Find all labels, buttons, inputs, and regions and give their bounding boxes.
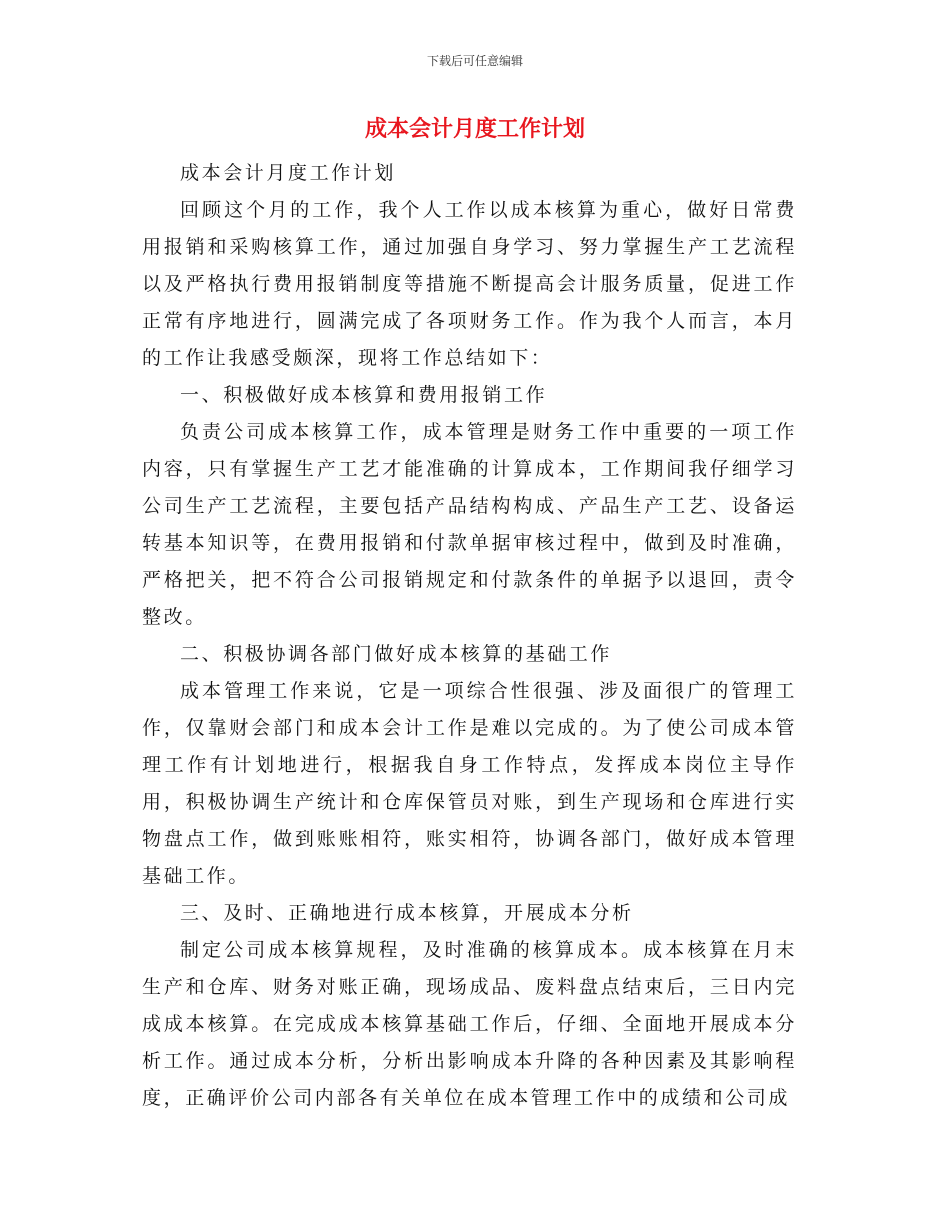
section-heading-3: 三、及时、正确地进行成本核算，开展成本分析: [180, 902, 634, 924]
paragraph-subtitle: 成本会计月度工作计划: [180, 162, 397, 184]
paragraph-section-3: 制定公司成本核算规程，及时准确的核算成本。成本核算在月末生产和仓库、财务对账正确，现场成品、废料盘点结束后，三日内完成成本核算。在完成成本核算基础工作后，仔细、全面地开展成本分析工作。通过成本分析，分析出影响成本升降的各种因素及其影响程度，正确评价公司内部各有关单位在成本管理工作中的成绩和公司成: [142, 939, 797, 1109]
document-title: 成本会计月度工作计划: [364, 117, 585, 142]
paragraph-section-2: 成本管理工作来说，它是一项综合性很强、涉及面很广的管理工作，仅靠财会部门和成本会计工作是难以完成的。为了使公司成本管理工作有计划地进行，根据我自身工作特点，发挥成本岗位主导作用，积极协调生产统计和仓库保管员对账，到生产现场和仓库进行实物盘点工作，做到账账相符，账实相符，协调各部门，做好成本管理基础工作。: [142, 680, 797, 887]
document-body: [142, 155, 797, 1117]
page-header-note: 下载后可任意编辑: [426, 54, 523, 68]
paragraph-intro: 回顾这个月的工作，我个人工作以成本核算为重心，做好日常费用报销和采购核算工作，通过加强自身学习、努力掌握生产工艺流程以及严格执行费用报销制度等措施不断提高会计服务质量，促进工作正常有序地进行，圆满完成了各项财务工作。作为我个人而言，本月的工作让我感受颇深，现将工作总结如下：: [142, 199, 797, 369]
paragraph-section-1: 负责公司成本核算工作，成本管理是财务工作中重要的一项工作内容，只有掌握生产工艺才能准确的计算成本，工作期间我仔细学习公司生产工艺流程，主要包括产品结构构成、产品生产工艺、设备运转基本知识等，在费用报销和付款单据审核过程中，做到及时准确，严格把关，把不符合公司报销规定和付款条件的单据予以退回，责令整改。: [142, 421, 797, 628]
section-heading-2: 二、积极协调各部门做好成本核算的基础工作: [180, 643, 613, 665]
section-heading-1: 一、积极做好成本核算和费用报销工作: [180, 384, 548, 406]
